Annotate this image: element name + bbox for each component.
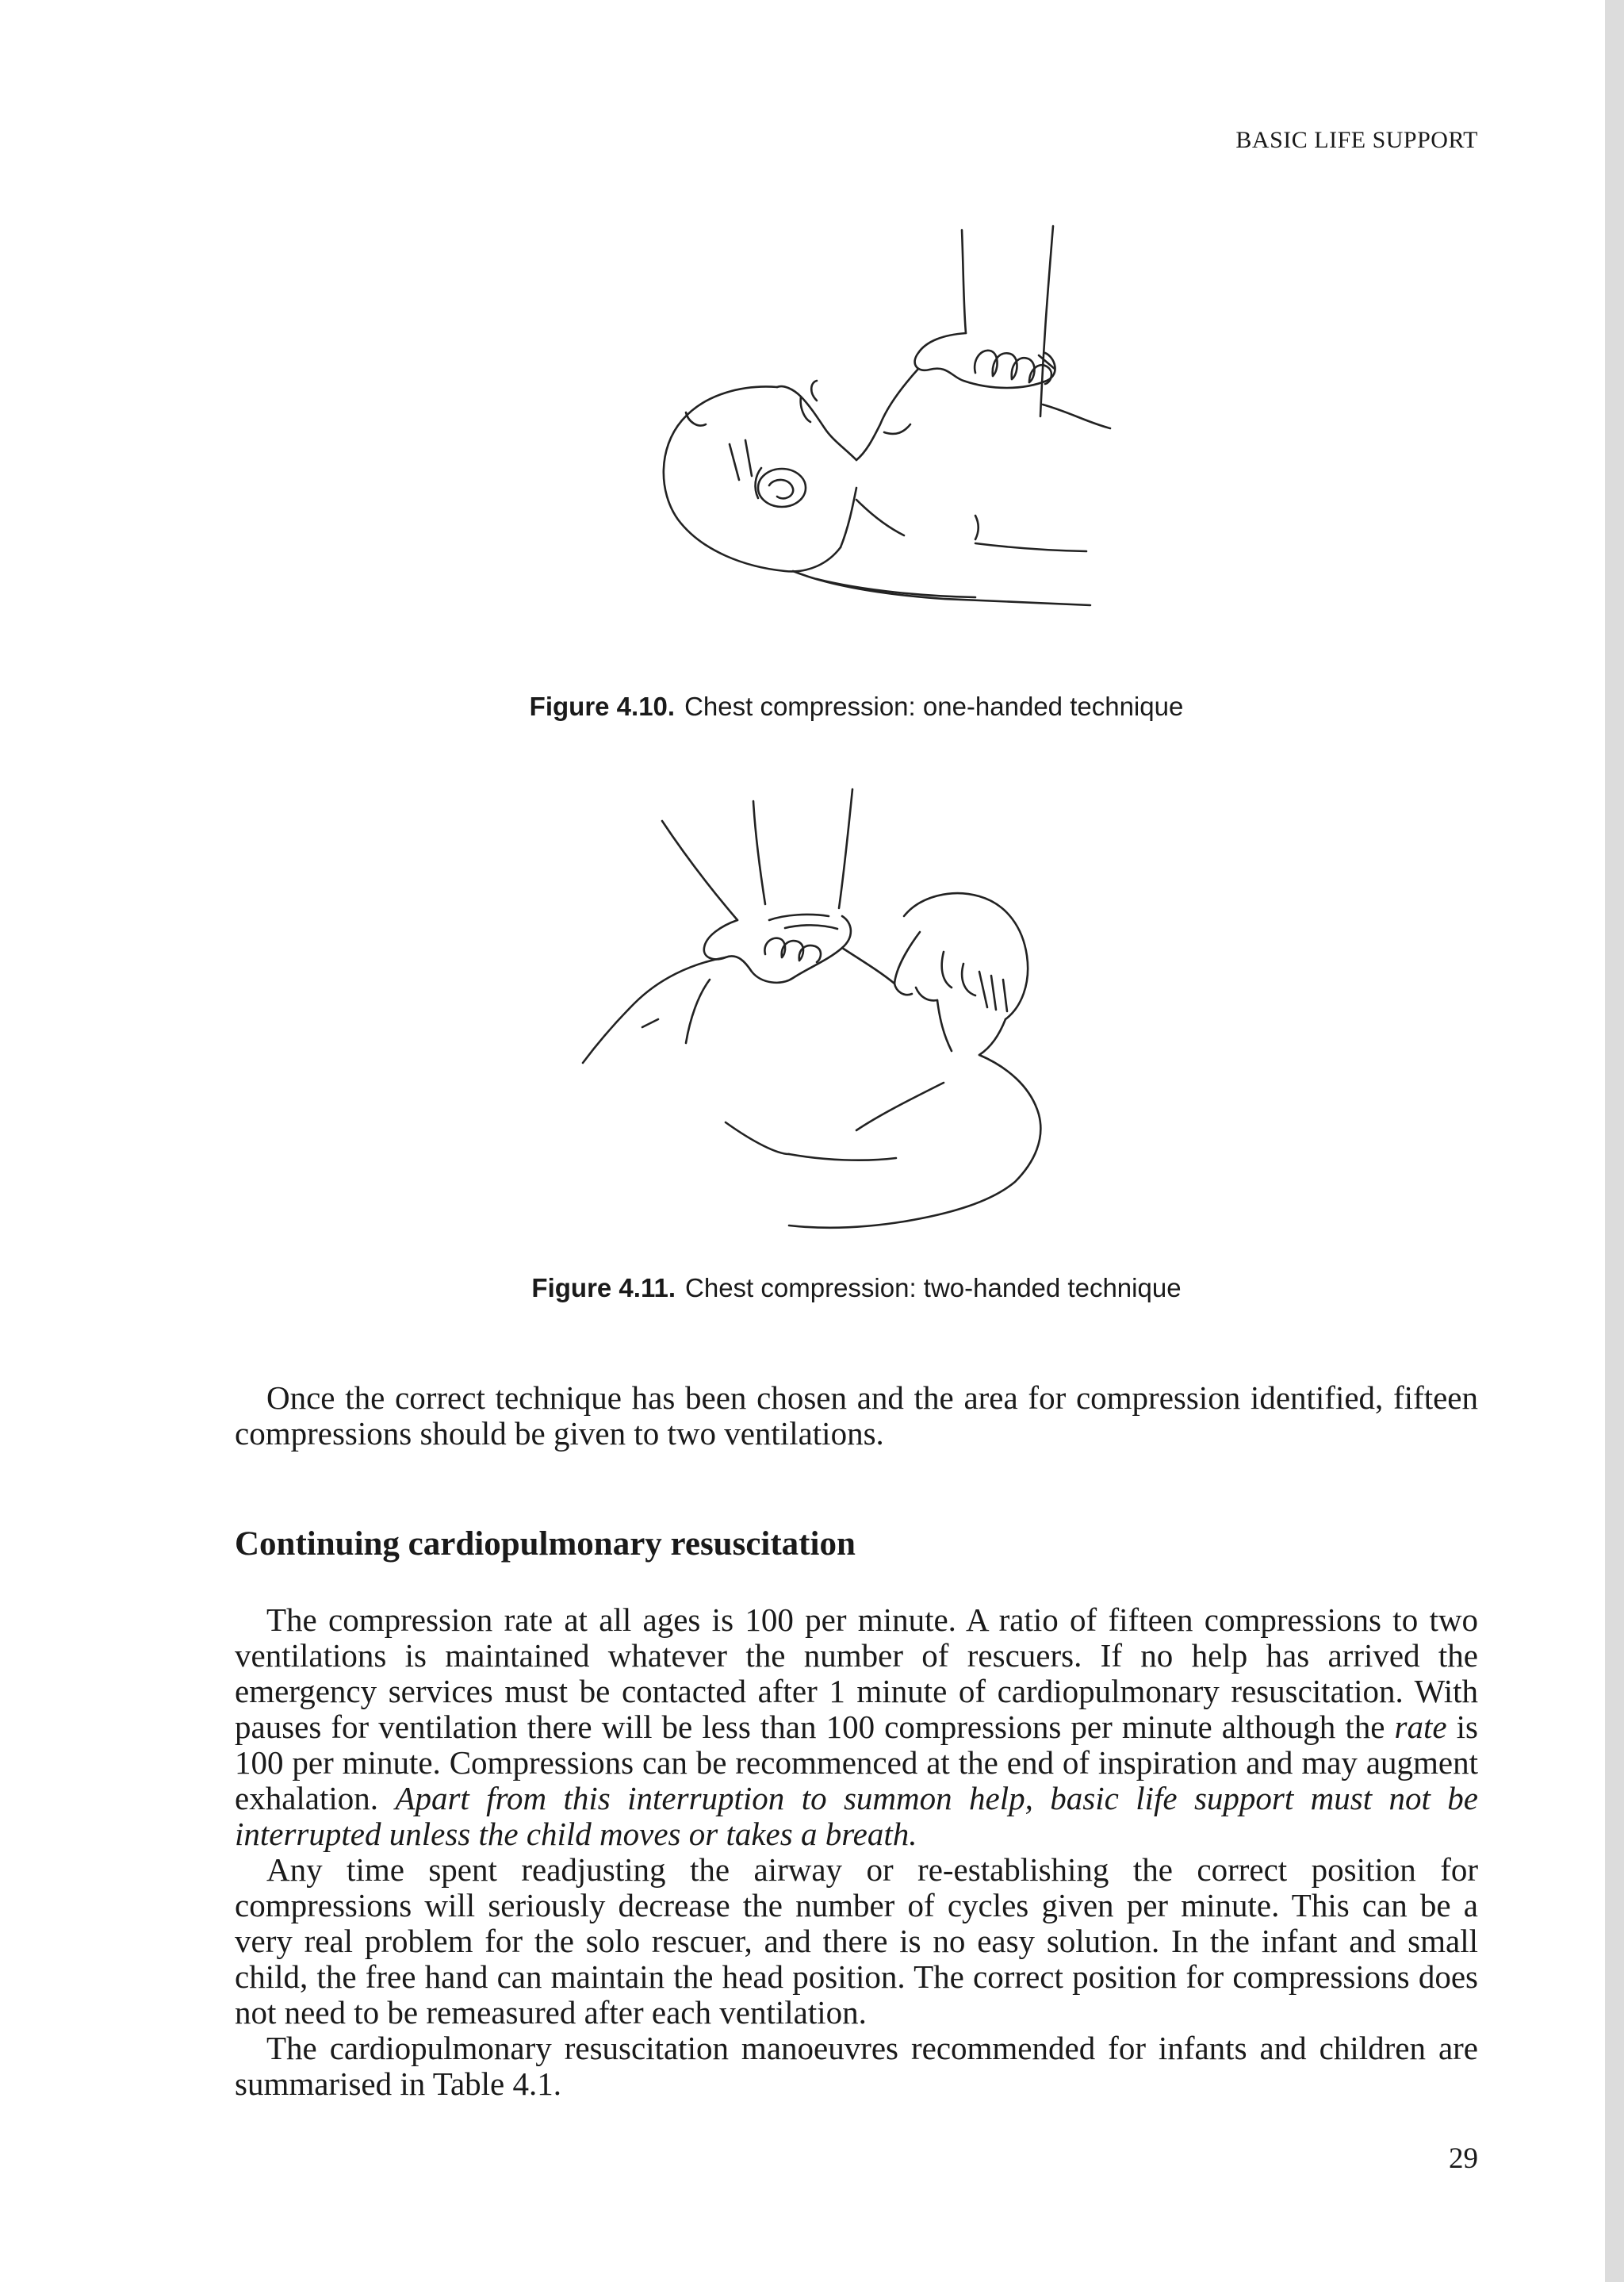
paragraph-compression-rate: [235, 1602, 1478, 1852]
paragraph-summary: The cardiopulmonary resuscitation manoeuvres recommended for infants and children are summarised in Table 4.1.: [235, 2030, 1478, 2102]
intro-paragraph-block: [235, 1380, 1478, 1452]
rate-emphasis: rate: [1394, 1709, 1447, 1745]
section-heading: Continuing cardiopulmonary resuscitation: [235, 1525, 856, 1563]
figure-4-11-text: Chest compression: two-handed technique: [685, 1273, 1182, 1302]
figure-4-10-text: Chest compression: one-handed technique: [684, 692, 1184, 721]
running-head: BASIC LIFE SUPPORT: [1235, 127, 1478, 153]
one-handed-compression-illustration: [531, 214, 1182, 674]
paragraph-readjusting: Any time spent readjusting the airway or re-establishing the correct position for compressions will seriously decrease the number of cycles given per minute. This can be a very real problem for the solo rescuer, and there is no easy solution. In the infant and small child, the free hand can maintain the head position. The correct position for compressions does not need to be remeasured after each ventilation.: [235, 1851, 1478, 2031]
paragraph-1-italic: Apart from this interruption to summon help, basic life support must not be interrupted unless the child moves or takes a breath.: [235, 1780, 1478, 1852]
figure-4-11: [235, 781, 1478, 1303]
paragraph-1-part-b: is 100 per minute. Compressions can be recommenced at the end of inspiration and may augment exhalation.: [235, 1709, 1478, 1816]
two-handed-compression-illustration: [547, 781, 1166, 1249]
page-edge: [1605, 0, 1624, 2282]
figure-4-10-label: Figure 4.10.: [529, 692, 676, 721]
paragraph-1-part-a: The compression rate at all ages is 100 per minute. A ratio of fifteen compressions to two ventilations is maintained whatever the number of rescuers. If no help has arrived the emergency services must be contacted after 1 minute of cardiopulmonary resuscitation. With pauses for ventilation there will be less than 100 compressions per minute although the: [235, 1601, 1478, 1745]
section-body: [235, 1602, 1478, 2102]
figure-4-10: [235, 214, 1478, 722]
intro-paragraph: Once the correct technique has been chosen and the area for compression identified, fifteen compressions should be given to two ventilations.: [235, 1379, 1478, 1452]
figure-4-11-label: Figure 4.11.: [531, 1273, 676, 1302]
figure-4-10-caption: [235, 692, 1478, 722]
page-number: 29: [1449, 2142, 1478, 2175]
figure-4-11-caption: [235, 1273, 1478, 1303]
